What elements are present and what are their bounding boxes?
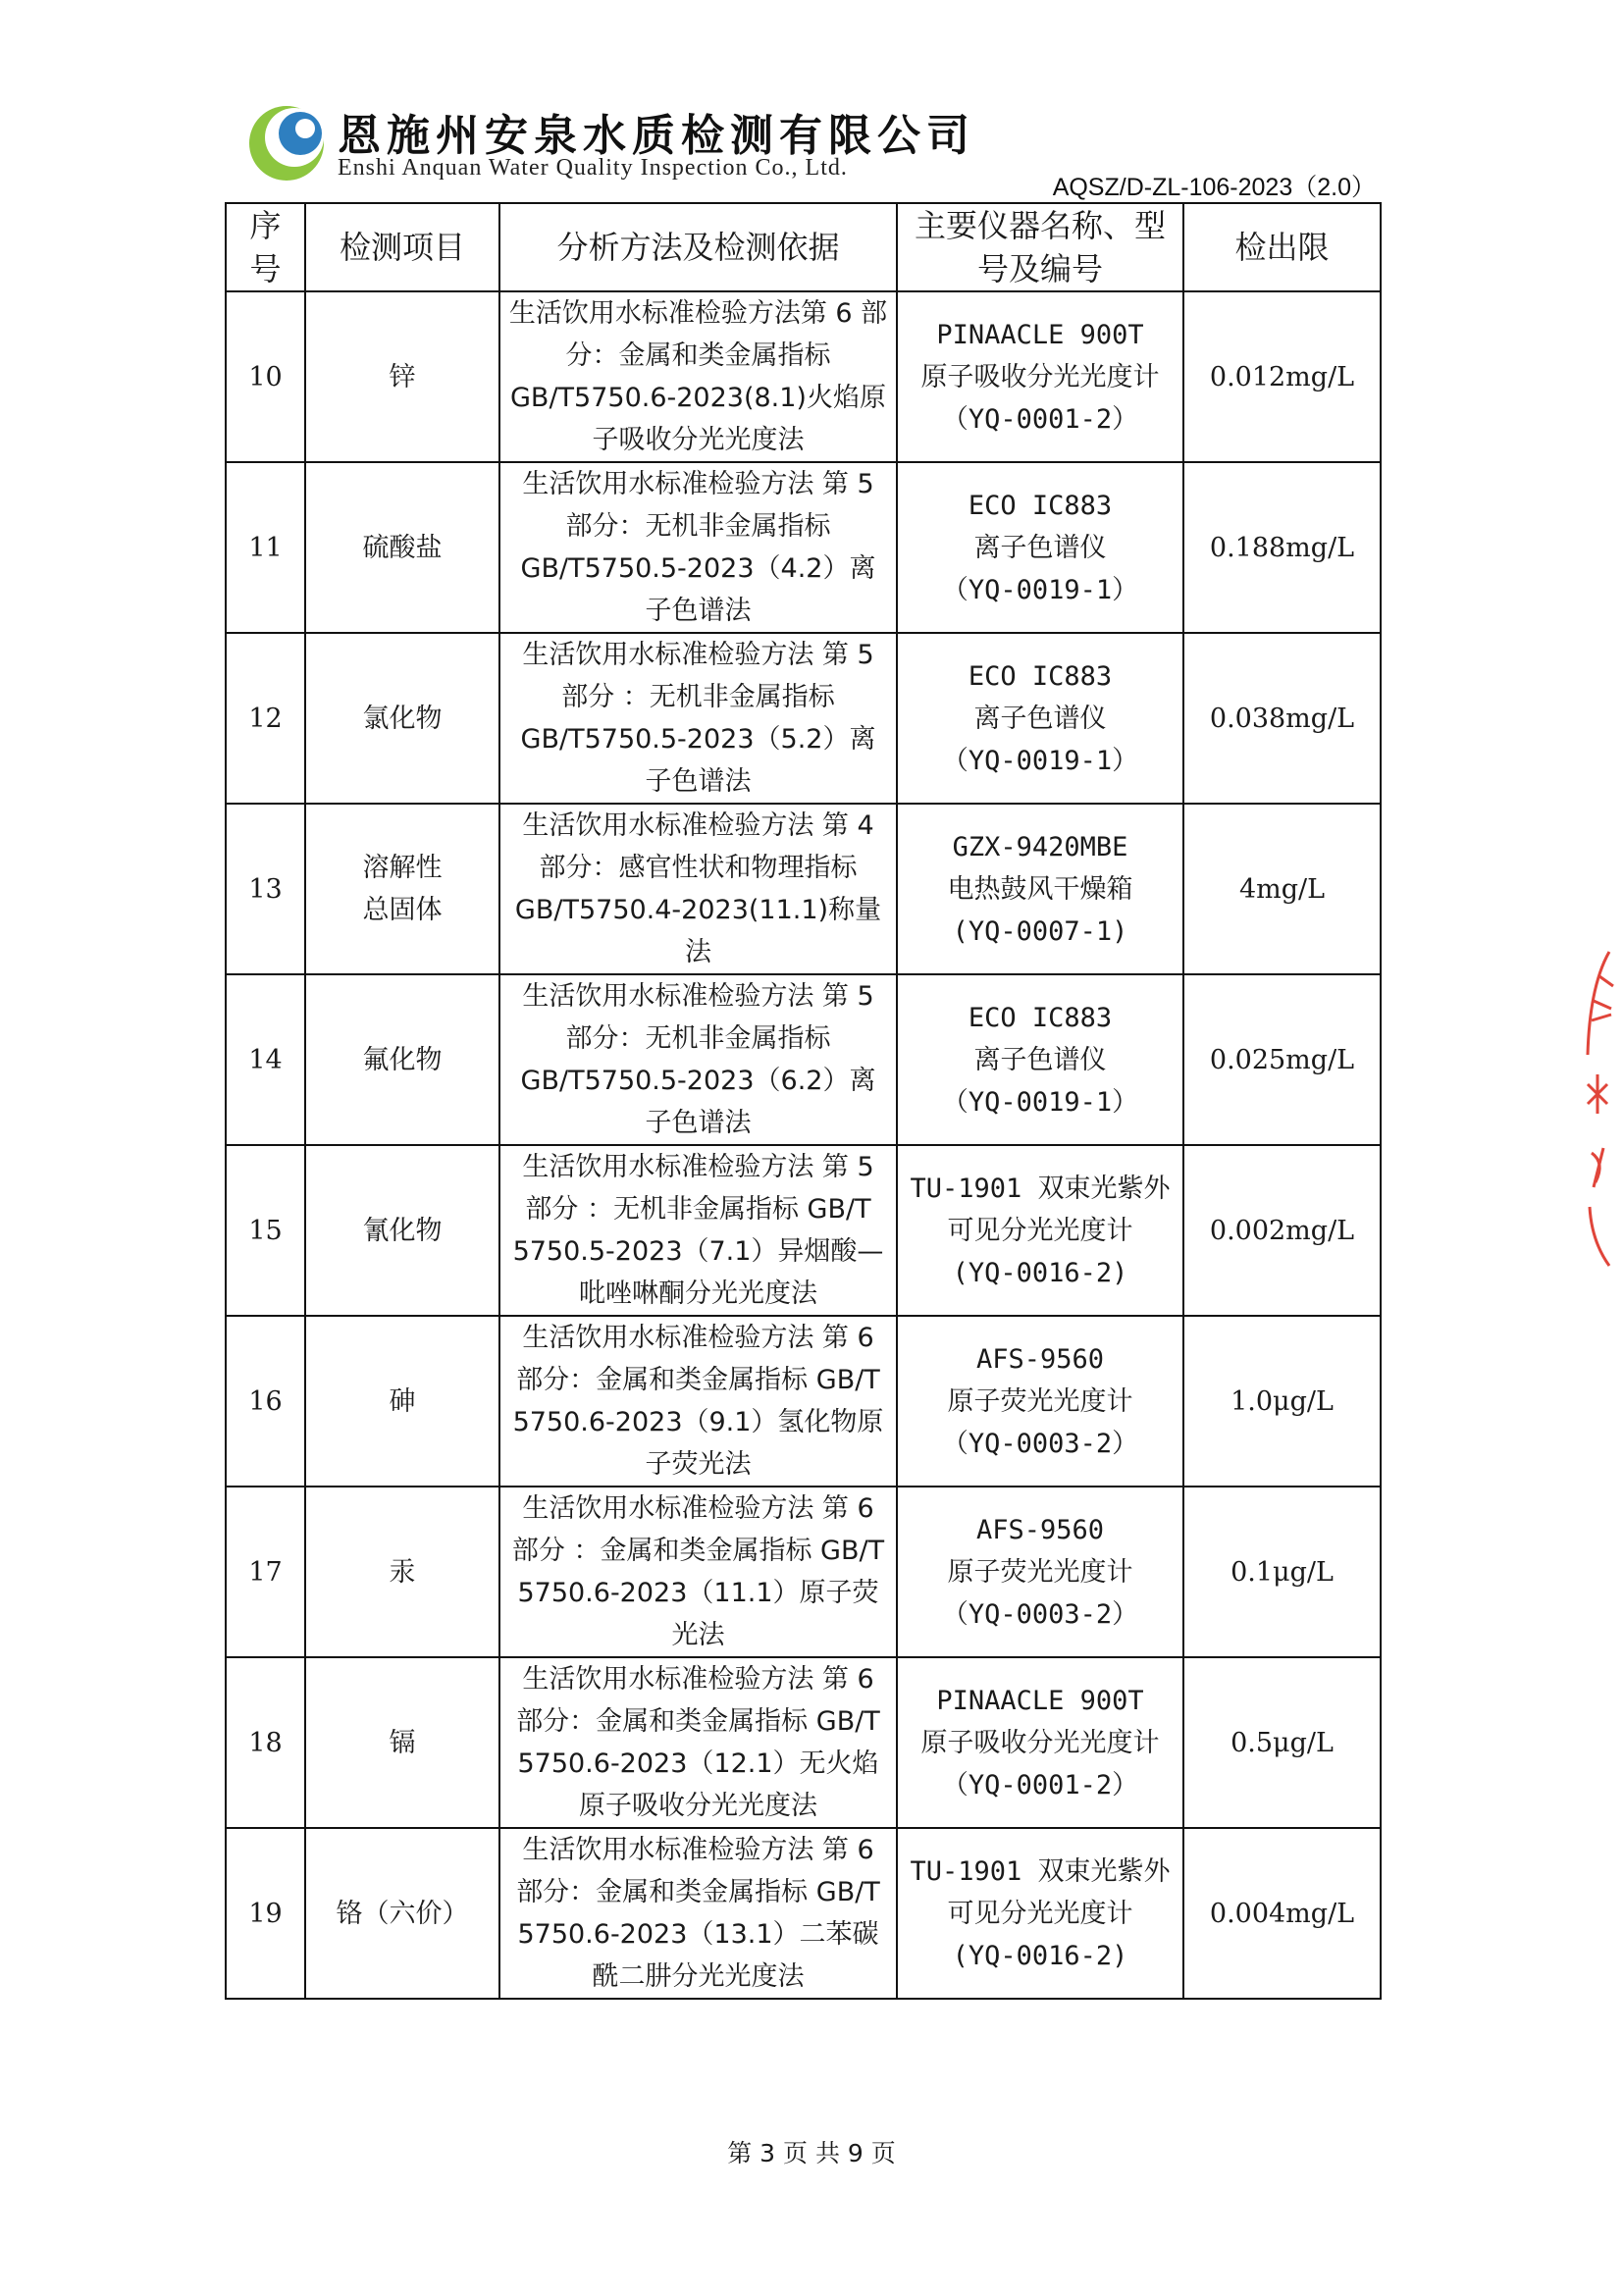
- row-seq: 19: [226, 1828, 305, 1999]
- row-limit: 0.038mg/L: [1183, 633, 1381, 804]
- row-item: 硫酸盐: [305, 462, 499, 633]
- row-instrument: TU-1901 双束光紫外 可见分光光度计 (YQ-0016-2): [897, 1828, 1183, 1999]
- row-seq: 15: [226, 1145, 305, 1316]
- row-seq: 13: [226, 804, 305, 974]
- row-seq: 14: [226, 974, 305, 1145]
- row-item: 铬（六价）: [305, 1828, 499, 1999]
- row-method: 生活饮用水标准检验方法 第 6 部分：金属和类金属指标 GB/T 5750.6-2023（13.1）二苯碳酰二肼分光光度法: [499, 1828, 897, 1999]
- row-item: 氰化物: [305, 1145, 499, 1316]
- table-row: [226, 462, 1381, 633]
- row-method: 生活饮用水标准检验方法 第 6 部分：金属和类金属指标 GB/T 5750.6-2023（9.1）氢化物原子荧光法: [499, 1316, 897, 1487]
- row-seq: 16: [226, 1316, 305, 1487]
- table-header-row: [226, 203, 1381, 291]
- row-seq: 10: [226, 291, 305, 462]
- row-method: 生活饮用水标准检验方法 第 6 部分：金属和类金属指标 GB/T 5750.6-2023（12.1）无火焰原子吸收分光光度法: [499, 1657, 897, 1828]
- document-code: AQSZ/D-ZL-106-2023（2.0）: [1052, 174, 1376, 201]
- row-limit: 0.188mg/L: [1183, 462, 1381, 633]
- row-method: 生活饮用水标准检验方法 第 5 部分 ：无机非金属指标 GB/T5750.5-2023（5.2）离子色谱法: [499, 633, 897, 804]
- row-item: 砷: [305, 1316, 499, 1487]
- row-instrument: ECO IC883 离子色谱仪 （YQ-0019-1）: [897, 974, 1183, 1145]
- row-seq: 12: [226, 633, 305, 804]
- row-limit: 0.025mg/L: [1183, 974, 1381, 1145]
- company-logo-icon: [243, 98, 330, 184]
- row-method: 生活饮用水标准检验方法 第 5 部分 ：无机非金属指标 GB/T 5750.5-2023（7.1）异烟酸—吡唑啉酮分光光度法: [499, 1145, 897, 1316]
- table-row: [226, 1487, 1381, 1657]
- row-instrument: PINAACLE 900T 原子吸收分光光度计 （YQ-0001-2）: [897, 291, 1183, 462]
- row-method: 生活饮用水标准检验方法第 6 部分：金属和类金属指标 GB/T5750.6-2023(8.1)火焰原子吸收分光光度法: [499, 291, 897, 462]
- table-row: [226, 1828, 1381, 1999]
- test-methods-table: [225, 202, 1382, 2000]
- company-name-en: Enshi Anquan Water Quality Inspection Co., Ltd.: [338, 155, 848, 181]
- header-instrument: 主要仪器名称、型号及编号: [897, 203, 1183, 291]
- row-limit: 0.1μg/L: [1183, 1487, 1381, 1657]
- row-instrument: PINAACLE 900T 原子吸收分光光度计 （YQ-0001-2）: [897, 1657, 1183, 1828]
- page-number: 第 3 页 共 9 页: [727, 2139, 896, 2167]
- row-instrument: ECO IC883 离子色谱仪 （YQ-0019-1）: [897, 633, 1183, 804]
- table-row: [226, 804, 1381, 974]
- row-limit: 0.002mg/L: [1183, 1145, 1381, 1316]
- table-row: [226, 1145, 1381, 1316]
- row-instrument: AFS-9560 原子荧光光度计 （YQ-0003-2）: [897, 1487, 1183, 1657]
- row-method: 生活饮用水标准检验方法 第 5 部分：无机非金属指标 GB/T5750.5-2023（4.2）离子色谱法: [499, 462, 897, 633]
- row-instrument: GZX-9420MBE 电热鼓风干燥箱 (YQ-0007-1): [897, 804, 1183, 974]
- row-limit: 4mg/L: [1183, 804, 1381, 974]
- red-seal-stamp: [1570, 947, 1623, 1271]
- row-method: 生活饮用水标准检验方法 第 6 部分 ：金属和类金属指标 GB/T 5750.6-2023（11.1）原子荧光法: [499, 1487, 897, 1657]
- row-item: 氟化物: [305, 974, 499, 1145]
- row-item: 溶解性 总固体: [305, 804, 499, 974]
- row-limit: 0.5μg/L: [1183, 1657, 1381, 1828]
- row-instrument: AFS-9560 原子荧光光度计 （YQ-0003-2）: [897, 1316, 1183, 1487]
- row-method: 生活饮用水标准检验方法 第 5 部分：无机非金属指标 GB/T5750.5-2023（6.2）离子色谱法: [499, 974, 897, 1145]
- header-method: 分析方法及检测依据: [499, 203, 897, 291]
- row-item: 汞: [305, 1487, 499, 1657]
- table-row: [226, 974, 1381, 1145]
- row-item: 锌: [305, 291, 499, 462]
- company-name-cn: 恩施州安泉水质检测有限公司: [338, 111, 975, 161]
- row-instrument: ECO IC883 离子色谱仪 （YQ-0019-1）: [897, 462, 1183, 633]
- row-seq: 17: [226, 1487, 305, 1657]
- row-seq: 11: [226, 462, 305, 633]
- header-seq: 序号: [226, 203, 305, 291]
- row-instrument: TU-1901 双束光紫外 可见分光光度计 (YQ-0016-2): [897, 1145, 1183, 1316]
- header-limit: 检出限: [1183, 203, 1381, 291]
- table-row: [226, 1657, 1381, 1828]
- row-method: 生活饮用水标准检验方法 第 4 部分：感官性状和物理指标 GB/T5750.4-2023(11.1)称量法: [499, 804, 897, 974]
- row-item: 镉: [305, 1657, 499, 1828]
- row-limit: 1.0μg/L: [1183, 1316, 1381, 1487]
- row-seq: 18: [226, 1657, 305, 1828]
- row-item: 氯化物: [305, 633, 499, 804]
- header-item: 检测项目: [305, 203, 499, 291]
- table-row: [226, 633, 1381, 804]
- row-limit: 0.004mg/L: [1183, 1828, 1381, 1999]
- table-row: [226, 291, 1381, 462]
- table-row: [226, 1316, 1381, 1487]
- row-limit: 0.012mg/L: [1183, 291, 1381, 462]
